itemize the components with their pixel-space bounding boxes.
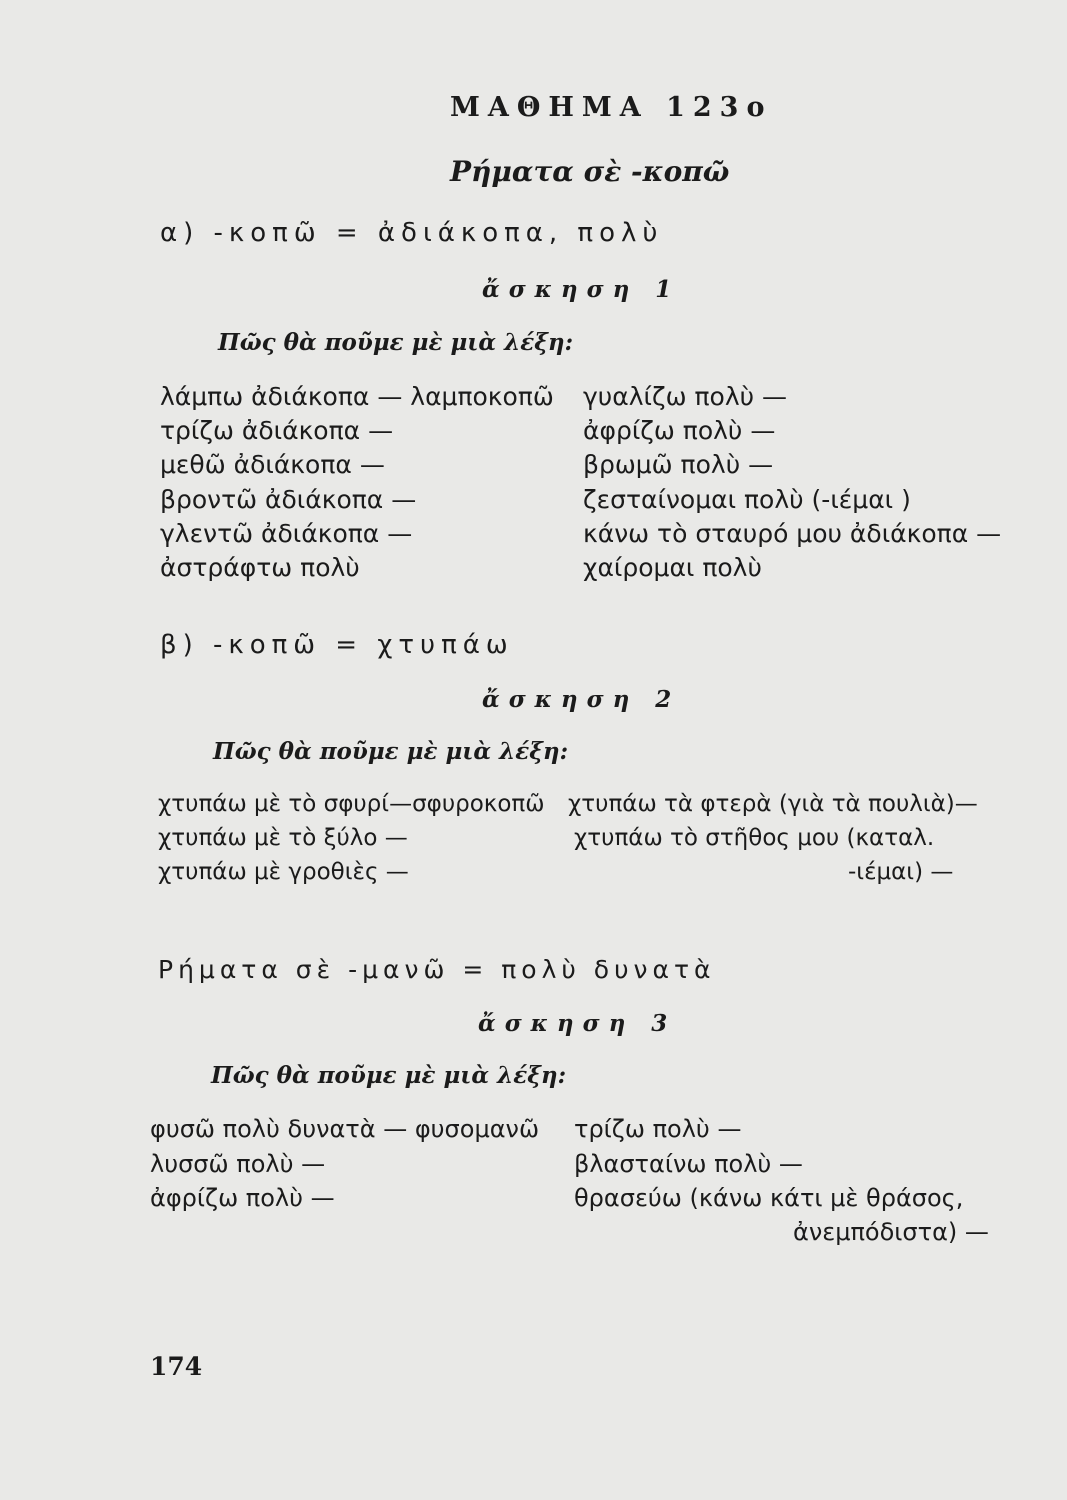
section-a-label: α) -κοπῶ = ἀδιάκοπα, πολὺ <box>160 218 664 248</box>
list-item: βλασταίνω πολὺ — <box>574 1150 803 1178</box>
list-item: ἀφρίζω πολὺ — <box>583 416 776 445</box>
list-item: τρίζω πολὺ — <box>574 1115 742 1143</box>
list-item: βροντῶ ἀδιάκοπα — <box>160 485 417 514</box>
list-item: τρίζω ἀδιάκοπα — <box>160 416 394 445</box>
section-c-label: Ρήματα σὲ -μανῶ = πολὺ δυνατὰ <box>158 955 716 984</box>
exercise-2-heading: ἄσκηση 2 <box>482 686 681 713</box>
exercise-1-heading: ἄσκηση 1 <box>482 276 681 303</box>
section-b-label: β) -κοπῶ = χτυπάω <box>160 630 514 660</box>
lesson-subtitle: Ρήματα σὲ -κοπῶ <box>450 155 730 188</box>
list-item: ζεσταίνομαι πολὺ (-ιέμαι ) <box>583 485 911 514</box>
exercise-3-heading: ἄσκηση 3 <box>478 1010 677 1037</box>
list-item: χτυπάω μὲ τὸ ξύλο — <box>158 825 408 851</box>
exercise-3-question: Πῶς θὰ ποῦμε μὲ μιὰ λέξη: <box>211 1062 567 1089</box>
exercise-2-question: Πῶς θὰ ποῦμε μὲ μιὰ λέξη: <box>213 738 569 765</box>
lesson-title: ΜΑΘΗΜΑ 123ο <box>450 92 773 123</box>
list-item: -ιέμαι) — <box>848 859 954 885</box>
list-item: λυσσῶ πολὺ — <box>150 1150 326 1178</box>
list-item: βρωμῶ πολὺ — <box>583 450 774 479</box>
list-item: χτυπάω τὸ στῆθος μου (καταλ. <box>574 825 935 851</box>
list-item: χτυπάω τὰ φτερὰ (γιὰ τὰ πουλιὰ)— <box>568 791 978 817</box>
list-item: γυαλίζω πολὺ — <box>583 382 788 411</box>
list-item: μεθῶ ἀδιάκοπα — <box>160 450 385 479</box>
list-item: ἀστράφτω πολὺ <box>160 553 360 582</box>
list-item: χτυπάω μὲ γροθιὲς — <box>158 859 409 885</box>
list-item: λάμπω ἀδιάκοπα — λαμποκοπῶ <box>160 382 554 411</box>
list-item: ἀφρίζω πολὺ — <box>150 1184 335 1212</box>
list-item: χαίρομαι πολὺ <box>583 553 762 582</box>
list-item: κάνω τὸ σταυρό μου ἀδιάκοπα — <box>583 519 1002 548</box>
list-item: θρασεύω (κάνω κάτι μὲ θράσος, <box>574 1184 964 1212</box>
list-item: γλεντῶ ἀδιάκοπα — <box>160 519 413 548</box>
page-number: 174 <box>150 1352 203 1381</box>
list-item: φυσῶ πολὺ δυνατὰ — φυσομανῶ <box>150 1115 540 1143</box>
exercise-1-question: Πῶς θὰ ποῦμε μὲ μιὰ λέξη: <box>218 329 574 356</box>
list-item: ἀνεμπόδιστα) — <box>793 1218 989 1246</box>
list-item: χτυπάω μὲ τὸ σφυρί—σφυροκοπῶ <box>158 791 545 817</box>
